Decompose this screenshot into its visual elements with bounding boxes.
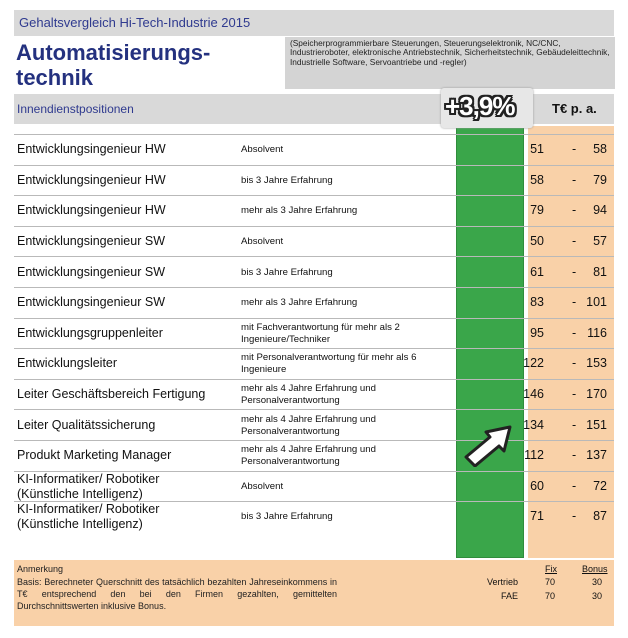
experience-text: bis 3 Jahre Erfahrung: [241, 266, 333, 278]
salary-max: 116: [587, 325, 607, 340]
unit-header: [528, 94, 614, 124]
position-name: Entwicklungsingenieur SW: [17, 264, 165, 279]
table-row: [14, 471, 614, 503]
range-dash: -: [572, 509, 577, 524]
table-row: [14, 195, 614, 227]
footnote-box: [14, 560, 614, 626]
position-name: KI-Informatiker/ Robotiker (Künstliche Intelligenz): [17, 502, 160, 532]
description-box: [285, 37, 615, 89]
experience-text: Absolvent: [241, 144, 284, 156]
table-row: [14, 165, 614, 197]
range-dash: -: [572, 387, 577, 402]
top-title: Gehaltsvergleich Hi-Tech-Industrie 2015: [19, 15, 251, 30]
salary-max: 153: [586, 356, 607, 371]
range-dash: -: [572, 356, 577, 371]
salary-min: 60: [530, 478, 544, 493]
salary-max: 151: [586, 417, 607, 432]
position-name: Leiter Qualitätssicherung: [17, 417, 156, 432]
range-dash: -: [572, 142, 577, 157]
arrow-up-right-icon: [458, 417, 518, 467]
salary-max: 101: [586, 295, 607, 310]
salary-min: 58: [530, 172, 544, 187]
range-dash: -: [572, 417, 577, 432]
range-dash: -: [572, 325, 577, 340]
table-row: [14, 440, 614, 472]
range-dash: -: [572, 264, 577, 279]
salary-max: 72: [593, 478, 607, 493]
position-name: Entwicklungsingenieur SW: [17, 234, 165, 249]
description-text: (Speicherprogrammierbare Steuerungen, Steuerungselektronik, NC/CNC, Industrieroboter, elektronische Antriebstechnik, Sicherheitstechnik, Gebäudeleittechnik, Industrielle Software, Servoantriebe und -regler): [290, 38, 610, 67]
position-name: Entwicklungsingenieur HW: [17, 172, 166, 187]
table-row: [14, 256, 614, 288]
salary-max: 81: [593, 264, 607, 279]
table-row: [14, 501, 614, 533]
fae-bonus: 30: [592, 591, 603, 601]
salary-max: 87: [593, 509, 607, 524]
table-row: [14, 226, 614, 258]
position-name: Leiter Geschäftsbereich Fertigung: [17, 387, 206, 402]
experience-text: mit Personalverantwortung für mehr als 6 Ingenieure: [241, 352, 417, 376]
salary-min: 79: [530, 203, 544, 218]
unit-label: T€ p. a.: [552, 101, 597, 116]
position-name: Entwicklungsingenieur SW: [17, 295, 165, 310]
table-row: [14, 348, 614, 380]
position-name: KI-Informatiker/ Robotiker (Künstliche Intelligenz): [17, 471, 160, 501]
range-dash: -: [572, 234, 577, 249]
salary-min: 95: [530, 325, 544, 340]
salary-min: 112: [524, 448, 544, 463]
experience-text: mehr als 4 Jahre Erfahrung und Personalverantwortung: [241, 383, 376, 407]
salary-min: 51: [530, 142, 544, 157]
title-line-2: technik: [16, 65, 94, 90]
experience-text: mehr als 3 Jahre Erfahrung: [241, 297, 358, 309]
salary-max: 94: [593, 203, 607, 218]
salary-max: 170: [586, 387, 607, 402]
experience-text: mit Fachverantwortung für mehr als 2 Ingenieure/Techniker: [241, 321, 400, 345]
fae-fix: 70: [545, 591, 556, 601]
table-row: [14, 318, 614, 350]
range-dash: -: [572, 478, 577, 493]
experience-text: bis 3 Jahre Erfahrung: [241, 511, 333, 523]
experience-text: mehr als 4 Jahre Erfahrung und Personalverantwortung: [241, 444, 376, 468]
table-row: [14, 134, 614, 166]
salary-min: 61: [530, 264, 544, 279]
footnote-title: Anmerkung: [17, 564, 64, 574]
salary-min: 146: [523, 387, 544, 402]
title-line-1: Automatisierungs-: [16, 40, 211, 65]
fix-header: Fix: [545, 564, 557, 574]
salary-max: 79: [593, 172, 607, 187]
range-dash: -: [572, 203, 577, 218]
experience-text: bis 3 Jahre Erfahrung: [241, 174, 333, 186]
position-name: Entwicklungsingenieur HW: [17, 142, 166, 157]
experience-text: Absolvent: [241, 480, 284, 492]
salary-min: 122: [523, 356, 544, 371]
position-name: Entwicklungsleiter: [17, 356, 118, 371]
range-dash: -: [572, 172, 577, 187]
section-label: Innendienstpositionen: [17, 102, 134, 116]
range-dash: -: [572, 295, 577, 310]
salary-min: 83: [530, 295, 544, 310]
salary-min: 134: [523, 417, 544, 432]
table-row: [14, 409, 614, 441]
experience-text: Absolvent: [241, 236, 284, 248]
page-title: [16, 40, 210, 90]
range-dash: -: [572, 448, 577, 463]
salary-min: 71: [530, 509, 544, 524]
table-row: [14, 287, 614, 319]
table-row: [14, 379, 614, 411]
position-name: Entwicklungsgruppenleiter: [17, 325, 163, 340]
salary-max: 137: [586, 448, 607, 463]
header-bar: [14, 10, 614, 36]
fae-label: FAE: [500, 591, 518, 601]
experience-text: mehr als 4 Jahre Erfahrung und Personalverantwortung: [241, 413, 376, 437]
vertrieb-label: Vertrieb: [486, 577, 518, 587]
footnote-basis: Basis: Berechneter Querschnitt des tatsächlich bezahlten Jahreseinkommens in T€ entsprechend den bei den Firmen gezahlten, gemittelten Durchschnittswerten inklusive Bonus.: [17, 577, 337, 611]
vertrieb-bonus: 30: [592, 577, 603, 587]
vertrieb-fix: 70: [545, 577, 556, 587]
salary-max: 58: [593, 142, 607, 157]
salary-max: 57: [593, 234, 607, 249]
position-name: Produkt Marketing Manager: [17, 448, 172, 463]
position-name: Entwicklungsingenieur HW: [17, 203, 166, 218]
percent-badge: [441, 88, 533, 128]
salary-min: 50: [530, 234, 544, 249]
percent-value: +3,9%: [445, 91, 515, 121]
experience-text: mehr als 3 Jahre Erfahrung: [241, 205, 358, 217]
bonus-header: Bonus: [582, 564, 608, 574]
